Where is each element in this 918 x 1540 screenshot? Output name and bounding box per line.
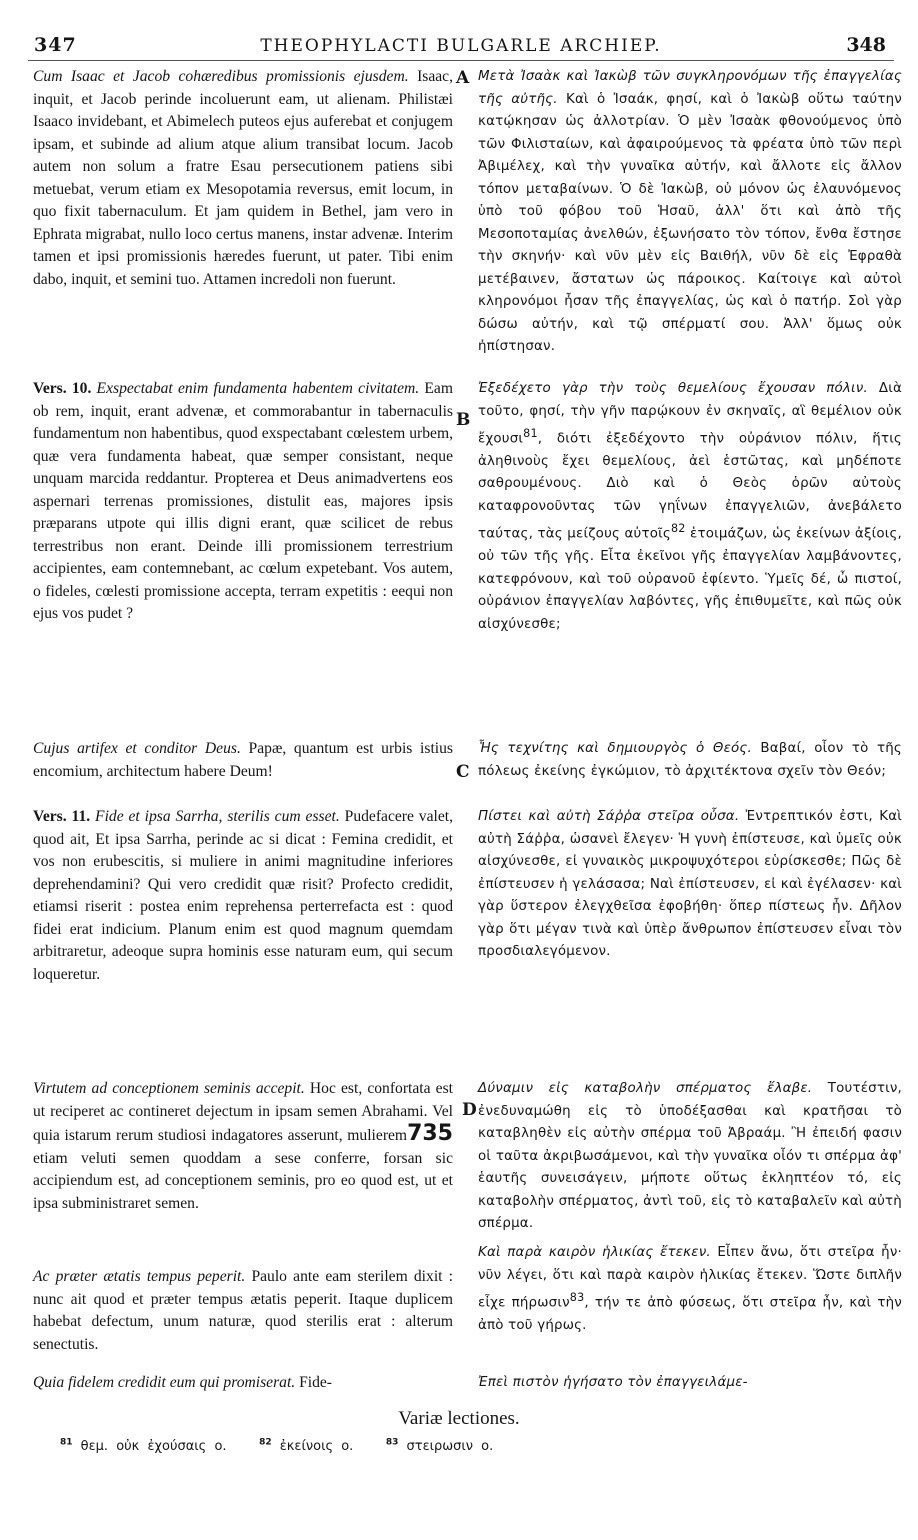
lemma: Cujus artifex et conditor Deus. [33,740,241,757]
lemma: Exspectabat enim fundamenta habentem civitatem. [91,380,420,397]
greek-paragraph-2 [478,378,902,636]
footnote-ref: 81 [523,427,538,440]
lemma: Ac præter ætatis tempus peperit. [33,1268,246,1285]
commentary-text: ἑτοιμάζων, ὡς ἐκείνων ἀξίοις, οὐ τῶν τῆς γῆς. Εἶτα ἐκεῖνοι γῆς ἐπαγγελίαν λαμβάνοντες, κατεφρόνουν, καὶ τοῦ οὐρανοῦ ἐφίεντο. Ὑμεῖς δέ, ὦ πιστοί, οὐράνιον ἐπαγγελίαν λαβόντες, γῆς ἐπιθυμεῖτε, καὶ πῶς οὐκ αἰσχύνεσθε; [478,526,903,632]
lemma: Fide et ipsa Sarrha, sterilis cum esset. [90,808,340,825]
latin-paragraph-2 [33,378,453,626]
verse-number: Vers. 11. [33,808,91,825]
verse-number: Vers. 10. [33,380,92,397]
commentary-text: Fide- [295,1374,332,1391]
column-marker-c: C [456,762,470,782]
commentary-text: Papæ, quantum est urbis istius encomium, architectum habere Deum! [33,740,453,780]
variae-lectiones-notes [60,1438,493,1454]
commentary-text: Isaac, inquit, et Jacob perinde incoluerunt eam, ut alienam. Philistæi Isaaco invidebant, et Abimelech puteos ejus auferebat et conjugem ipsam, et subinde ad alium atque alium transibat locum. Jacob autem non solum a fratre Esau persecutionem patiens sibi metuebat, verum etiam ex Mesopotamia reversus, emit locum, in quo fixit tabernaculum. Et jam quidem in Bethel, jam vero in Ephrata migrabat, nullo loco certus manens, instar advenæ. Interim tamen et ipsi promissionis hæredes fuerunt, ut pater. Tibi enim dabo, inquit, et semini tuo. Attamen incredoli non fuerunt. [33,68,453,288]
footnote-ref: 83 [569,1291,585,1304]
commentary-text: Βαβαί, οἷον τὸ τῆς πόλεως ἐκείνης ἐγκώμιον, τὸ ἀρχιτέκτονα σχεῖν τὸν Θεόν; [478,741,902,779]
latin-paragraph-5 [33,1078,453,1215]
migne-column-number: 735 [407,1121,453,1146]
page-number-left: 347 [34,34,77,56]
footnote: $^{81}$ θεμ. οὐκ ἐχούσαις ο. [60,1438,227,1455]
running-title: THEOPHYLACTI BULGARLE ARCHIEP. [260,36,662,56]
footnote: $^{82}$ ἐκείνοις ο. [259,1438,354,1455]
greek-paragraph-6 [478,1242,902,1337]
commentary-text: , τήν τε ἀπὸ φύσεως, ὅτι στεῖρα ἦν, καὶ τὴν ἀπὸ τοῦ γήρως. [478,1295,902,1333]
lemma: Cum Isaac et Jacob cohæredibus promissionis ejusdem. [33,68,409,85]
column-marker-a: A [456,68,470,88]
latin-paragraph-3 [33,738,453,783]
commentary-text: Εἶπεν ἄνω, ὅτι στεῖρα ἦν· νῦν λέγει, ὅτι καὶ παρὰ καιρὸν ἡλικίας ἔτεκεν. Ὥστε διπλῆν εἶχε πήρωσιν [478,1245,902,1311]
commentary-text: Διὰ τοῦτο, φησί, τὴν γῆν παρῴκουν ἐν σκηναῖς, αἳ θεμέλιον οὐκ ἔχουσι [478,381,902,447]
commentary-text: Hoc est, confortata est ut reciperet ac contineret dejectum in ipsam semen Abrahami. Vel quia istarum rerum studiosi indagatores asserunt, mulierem [33,1080,453,1144]
commentary-text: Καὶ ὁ Ἰσαάκ, φησί, καὶ ὁ Ἰακὼβ οὕτω ταύτην κατῴκησαν ὡς ἀλλοτρίαν. Ὁ μὲν Ἰσαὰκ φθονούμενος ὑπὸ τῶν Φιλισταίων, καὶ ἀφαιρούμενος τὰ φρέατα ὑπὸ τῶν περὶ Ἀβιμέλεχ, καὶ τὴν γυναῖκα αὐτήν, καὶ ἄλλοτε εἰς ἄλλον τόπον μεταβαίνων. Ὁ δὲ Ἰακὼβ, οὐ μόνον ὡς ἐλαυνόμενος ὑπὸ τοῦ φόβου τοῦ Ἡσαῦ, ἀλλ' ὅτι καὶ ἀπὸ τῆς Μεσοποταμίας ἀνελθών, ἐξωνήσατο τὸν τόπον, ἔνθα ἔστησε τὴν σκηνήν· καὶ νῦν μὲν εἰς Βαιθήλ, νῦν δὲ εἰς Ἐφραθὰ μετέβαινεν, ἄστατων ὡς πάροικος. Καίτοιγε καὶ αὐτοὶ κληρονόμοι ἦσαν τῆς ἐπαγγελίας, ὡς καὶ ὁ πατήρ. Σοὶ γὰρ δώσω αὐτήν, καὶ τῷ σπέρματί σου. Ἀλλ' ὅμως οὐκ ἠπίστησαν. [478,91,902,354]
latin-paragraph-6 [33,1266,453,1356]
commentary-text: Eam ob rem, inquit, erant advenæ, et commorabantur in tabernaculis fundamentum non habentibus, quod exspectabant cœlestem urbem, quæ vera fundamenta habeat, quæ semper consistant, neque unquam marcida reddantur. Propterea et Deus animadvertens eos aspernari terrenas promissiones, distulit eas, majores ipsis præparans utpote qui illis digni erant, quæ scilicet de rebus terrestribus non erant. Deinde illi promissionem terrestrium accipientes, eam contemnebant, ac cœlum expetebant. Vos autem, o fideles, cœlesti promissione accepta, terram expetitis : eequi non ejus vos pudet ? [33,380,453,622]
greek-paragraph-3 [478,738,902,783]
lemma: Πίστει καὶ αὐτὴ Σάῤῥα στεῖρα οὖσα. [478,809,740,824]
greek-paragraph-7 [478,1372,902,1395]
commentary-text: Τουτέστιν, ἐνεδυναμώθη εἰς τὸ ὑποδέξασθαι καὶ κρατῆσαι τὸ καταβληθὲν εἰς αὐτὴν σπέρμα τοῦ Ἀβραάμ. Ἢ ἐπειδή φασιν οἱ ταῦτα ἀκριβωσάμενοι, καὶ τὴν γυναῖκα οἷόν τι σπέρμα ἀφ' ἑαυτῆς συνεισάγειν, μήποτε οὕτως ἐκληπτέον τό, εἰς καταβολὴν σπέρματος, ἀντὶ τοῦ, εἰς τὸ καταβαλεῖν καὶ αὐτὴ σπέρμα. [478,1081,902,1231]
lemma: Ἐξεδέχετο γὰρ τὴν τοὺς θεμελίους ἔχουσαν πόλιν. [478,381,868,396]
lemma: Δύναμιν εἰς καταβολὴν σπέρματος ἔλαβε. [478,1081,813,1096]
commentary-text: , διότι ἐξεδέχοντο τὴν οὐράνιον πόλιν, ἥτις ἀληθινοὺς ἔχει θεμελίους, ἀεὶ ἑστῶτας, καὶ μηδέποτε σαθρουμένους. Διὸ καὶ ὁ Θεὸς ὁρῶν αὐτοὺς καταφρονοῦντας τῶν γηΐνων ἐπαγγελιῶν, ἀνεβάλετο ταύτας, τὰς μείζους αὐτοῖς [478,431,902,542]
greek-paragraph-5 [478,1078,902,1236]
lemma: Ἐπεὶ πιστὸν ἡγήσατο τὸν ἐπαγγειλάμε- [478,1375,748,1390]
commentary-text: etiam veluti semen quoddam a sese conferre, forsan sic accipiendum est, ad conceptionem seminis, pro eo quod est, ut et ipsa subministraret semen. [33,1149,453,1212]
greek-paragraph-4 [478,806,902,964]
latin-paragraph-4 [33,806,453,986]
commentary-text: Pudefacere valet, quod ait, Et ipsa Sarrha, perinde ac si dicat : Femina credidit, et vos non erubescitis, si muliere in animi magnitudine inferiores deprehendamini? Qui vero credidit quæ risit? Profecto credidit, etiamsi riserit : postea enim reprehensa perterrefacta est : quod fidei erat indicium. Planum enim est quod magnum quemdam arbitraretur, adeoque supra hominis esse naturam eum, qui secum loqueretur. [33,808,453,983]
greek-paragraph-1 [478,66,902,359]
running-header [28,34,894,61]
lemma: Ἧς τεχνίτης καὶ δημιουργὸς ὁ Θεός. [478,741,752,756]
variae-lectiones-title: Variæ lectiones. [398,1408,520,1429]
lemma: Virtutem ad conceptionem seminis accepit. [33,1080,305,1097]
lemma: Quia fidelem credidit eum qui promiserat. [33,1374,296,1391]
lemma: Μετὰ Ἰσαὰκ καὶ Ἰακὼβ τῶν συγκληρονόμων τῆς ἐπαγγελίας τῆς αὐτῆς. [478,69,902,107]
column-marker-b: B [456,410,471,430]
footnote-ref: 82 [670,522,686,536]
latin-paragraph-7 [33,1372,453,1395]
column-marker-d: D [462,1100,477,1120]
footnote: $^{83}$ στειρωσιν ο. [385,1438,494,1455]
commentary-text: Paulo ante eam sterilem dixit : nunc ait quod et præter tempus ætatis peperit. Itaque duplicem habebat defectum, unum naturæ, quod sterilis erat : alterum senectutis. [33,1268,453,1353]
page-number-right: 348 [846,34,886,56]
lemma: Καὶ παρὰ καιρὸν ἡλικίας ἔτεκεν. [478,1245,711,1260]
latin-paragraph-1 [33,66,453,291]
commentary-text: Ἐντρεπτικόν ἐστι, Καὶ αὐτὴ Σάῤῥα, ὡσανεὶ ἔλεγεν· Ἡ γυνὴ ἐπίστευσε, καὶ ὑμεῖς οὐκ αἰσχύνεσθε, εἰ γυναικὸς μικροψυχότεροι εὑρίσκεσθε; Πῶς δὲ ἐπίστευσεν ἡ γελάσασα; Ναὶ ἐπίστευσεν, εἰ καὶ ἐγέλασεν· καὶ γὰρ ὕστερον ἐλεγχθεῖσα ἐφοβήθη· ὅπερ πίστεως ἦν. Δῆλον γὰρ ὅτι μέγαν τινὰ καὶ ὑπὲρ ἄνθρωπον ἐπίστευσεν εἶναι τὸν προσδιαλεγόμενον. [478,809,902,959]
